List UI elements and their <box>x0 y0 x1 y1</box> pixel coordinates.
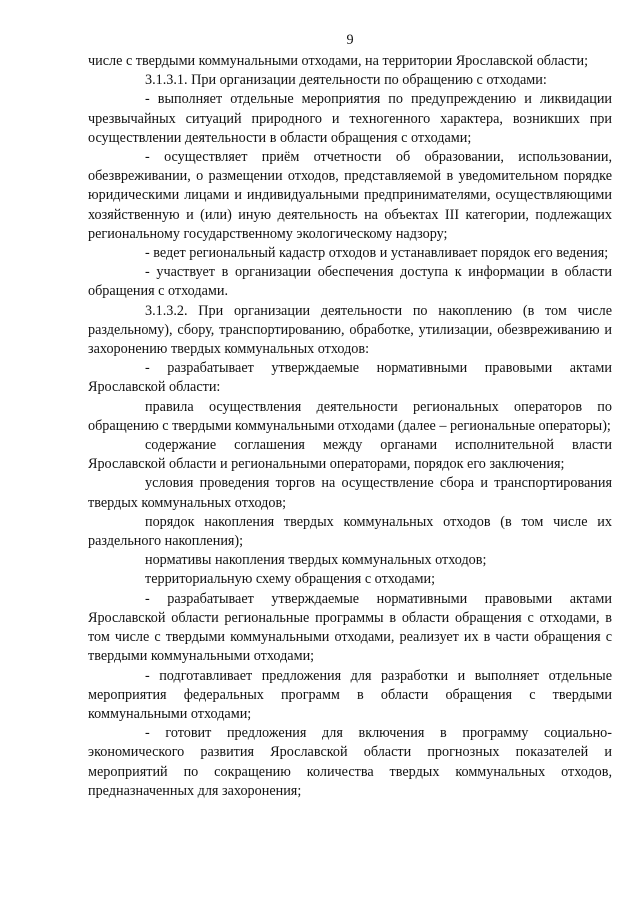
paragraph: - выполняет отдельные мероприятия по предупреждению и ликвидации чрезвычайных ситуаций природного и техногенного характера, возникших при осуществлении деятельности в области обращения с отходами; <box>88 91 612 146</box>
paragraph: числе с твердыми коммунальными отходами, на территории Ярославской области; <box>88 53 589 69</box>
paragraph: - разрабатывает утверждаемые нормативными правовыми актами Ярославской области региональные программы в области обращения с отходами, в том числе с твердыми коммунальными отходами, реализует их в части обращения с твердыми коммунальными отходами; <box>88 590 612 665</box>
paragraph: - участвует в организации обеспечения доступа к информации в области обращения с отходами. <box>88 264 612 300</box>
document-body <box>88 52 612 801</box>
document-page <box>88 30 612 801</box>
paragraph: - осуществляет приём отчетности об образовании, использовании, обезвреживании, о размещении отходов, представляемой в уведомительном порядке юридическими лицами и индивидуальными предпринимателями, осуществляющими хозяйственную и (или) иную деятельность на объектах III категории, подлежащих региональному государственному экологическому надзору; <box>88 149 612 242</box>
paragraph: - подготавливает предложения для разработки и выполняет отдельные мероприятия федеральных программ в области обращения с твердыми коммунальными отходами; <box>88 667 612 722</box>
paragraph: содержание соглашения между органами исполнительной власти Ярославской области и региональными операторами, порядок его заключения; <box>88 437 612 473</box>
paragraph: - готовит предложения для включения в программу социально-экономического развития Ярославской области прогнозных показателей и мероприятий по сокращению количества твердых коммунальных отходов, предназначенных для захоронения; <box>88 725 612 799</box>
paragraph: нормативы накопления твердых коммунальных отходов; <box>145 552 487 569</box>
paragraph: - ведет региональный кадастр отходов и устанавливает порядок его ведения; <box>145 245 609 262</box>
paragraph: 3.1.3.2. При организации деятельности по накоплению (в том числе раздельному), сбору, транспортированию, обработке, утилизации, обезвреживанию и захоронению твердых коммунальных отходов: <box>88 302 612 358</box>
page-number: 9 <box>346 32 354 48</box>
paragraph: порядок накопления твердых коммунальных отходов (в том числе их раздельного накопления); <box>88 513 612 550</box>
paragraph: правила осуществления деятельности региональных операторов по обращению с твердыми коммунальными отходами (далее – региональные операторы); <box>88 398 612 434</box>
paragraph: 3.1.3.1. При организации деятельности по обращению с отходами: <box>145 72 547 89</box>
paragraph: - разрабатывает утверждаемые нормативными правовыми актами Ярославской области: <box>88 360 612 396</box>
paragraph: территориальную схему обращения с отходами; <box>145 571 436 588</box>
paragraph: условия проведения торгов на осуществление сбора и транспортирования твердых коммунальных отходов; <box>88 475 612 511</box>
